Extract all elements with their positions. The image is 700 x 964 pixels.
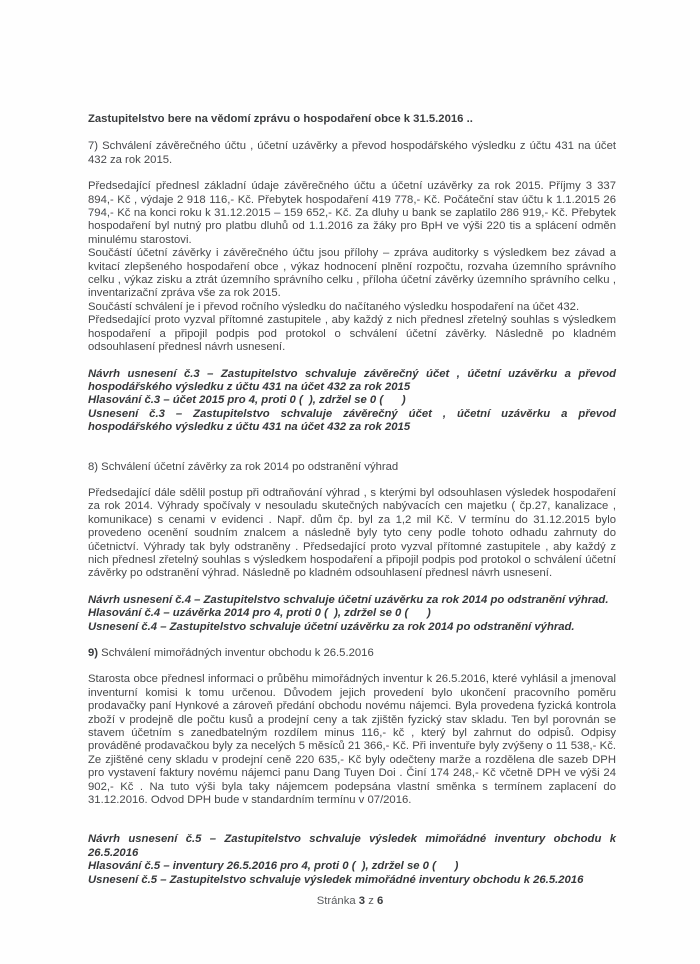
section-7-heading: 7) Schválení závěrečného účtu , účetní uzávěrky a převod hospodářského výsledku z účtu 431 na účet 432 za rok 2015. bbox=[88, 140, 616, 166]
section-9-heading-text: Schválení mimořádných inventur obchodu k 26.5.2016 bbox=[98, 647, 374, 659]
resolution-block-5 bbox=[88, 833, 616, 887]
resolution-vote: Hlasování č.5 – inventury 26.5.2016 pro 4, proti 0 ( ), zdržel se 0 ( ) bbox=[88, 860, 459, 873]
resolution-block-3 bbox=[88, 368, 616, 435]
section-8-heading: 8) Schválení účetní závěrky za rok 2014 po odstranění výhrad bbox=[88, 460, 399, 473]
spacer bbox=[88, 807, 616, 833]
section-8-paragraph: Předsedající dále sdělil postup při odtraňování výhrad , s kterými byl odsouhlasen výsledek hospodaření za rok 2014. Výhrady spočívaly v nesouladu skutečných nabývacích cen majetku ( čp.27, kanalizace , komunikace) s cenami v evidenci . Např. dům čp. byl za 1,2 mil Kč. V termínu do 31.12.2015 bylo provedeno ocenění soudním znalcem a následně byly tyto ceny podle tohoto odhadu zahrnuty do účetnictví. Výhrady tak byly odstraněny . Předsedající proto vyzval přítomné zastupitele , aby každý z nich přednesl zřetelný souhlas s výsledkem hospodaření a připojil podpis pod protokol o schválení účetní závěrky po odstranění výhrad. Následně po kladném odsouhlasení přednesl návrh usnesení. bbox=[88, 486, 616, 580]
section-9-heading bbox=[88, 647, 616, 660]
section-7-paragraph: Předsedající proto vyzval přítomné zastupitele , aby každý z nich přednesl zřetelný souhlas s výsledkem hospodaření a připojil podpis pod protokol o schválení účetní závěrky. Následně po kladném odsouhlasení přednesl návrh usnesení. bbox=[88, 314, 616, 354]
spacer bbox=[88, 435, 616, 461]
resolution-proposal: Návrh usnesení č.4 – Zastupitelstvo schvaluje účetní uzávěrku za rok 2014 po odstranění výhrad. bbox=[88, 593, 609, 606]
section-7-paragraph: Součástí účetní závěrky i závěrečného účtu jsou přílohy – zpráva auditorky s výsledkem bez závad a kvitací zlepšeného hospodaření obce , výkaz hodnocení plnění rozpočtu, rozvaha územního správního celku , výkaz zisku a ztrát územního správního celku , příloha účetní závěrky územního správního celku , inventarizační zpráva vše za rok 2015. bbox=[88, 247, 616, 300]
resolution-vote: Hlasování č.4 – uzávěrka 2014 pro 4, proti 0 ( ), zdržel se 0 ( ) bbox=[88, 607, 431, 620]
footer-label: Stránka bbox=[316, 895, 356, 907]
page-title: Zastupitelstvo bere na vědomí zprávu o hospodaření obce k 31.5.2016 .. bbox=[88, 113, 473, 125]
footer-separator: z bbox=[368, 895, 374, 907]
section-7-paragraph: Předsedající přednesl základní údaje závěrečného účtu a účetní uzávěrky za rok 2015. Příjmy 3 337 894,- Kč , výdaje 2 918 116,- Kč. Přebytek hospodaření 419 778,- Kč. Počáteční stav účtu k 1.1.2015 26 794,- Kč na konci roku k 31.12.2015 – 159 652,- Kč. Za dluhy u bank se zaplatilo 286 919,- Kč. Přebytek hospodaření byl nutný pro platbu dluhů od 1.1.2016 za žáky pro BpH ve výši 220 tis a splácení odměn minulému starostovi. bbox=[88, 180, 616, 246]
section-7-paragraph: Součástí schválení je i převod ročního výsledku do načítaného výsledku hospodaření na účet 432. bbox=[88, 300, 580, 313]
resolution-proposal: Návrh usnesení č.3 – Zastupitelstvo schvaluje závěrečný účet , účetní uzávěrku a převod hospodářského výsledku z účtu 431 na účet 432 za rok 2015 bbox=[88, 367, 616, 393]
resolution-block-4 bbox=[88, 594, 616, 634]
resolution-proposal: Návrh usnesení č.5 – Zastupitelstvo schvaluje výsledek mimořádné inventury obchodu k 26.5.2016 bbox=[88, 833, 616, 859]
footer-page-number: 3 bbox=[358, 895, 366, 907]
section-9-number: 9) bbox=[88, 647, 99, 659]
page-footer bbox=[0, 895, 700, 907]
footer-total-pages: 6 bbox=[377, 895, 384, 907]
resolution-decision: Usnesení č.4 – Zastupitelstvo schvaluje účetní uzávěrku za rok 2014 po odstranění výhrad. bbox=[88, 620, 575, 633]
resolution-decision: Usnesení č.3 – Zastupitelstvo schvaluje závěrečný účet , účetní uzávěrku a převod hospodářského výsledku z účtu 431 na účet 432 za rok 2015 bbox=[88, 407, 616, 434]
spacer bbox=[88, 634, 616, 647]
spacer bbox=[88, 355, 616, 368]
resolution-vote: Hlasování č.3 – účet 2015 pro 4, proti 0 ( ), zdržel se 0 ( ) bbox=[88, 394, 406, 407]
spacer bbox=[88, 581, 616, 594]
document-content bbox=[88, 113, 616, 887]
section-9-paragraph: Starosta obce přednesl informaci o průběhu mimořádných inventur k 26.5.2016, které vyhlásil a jmenoval inventurní komisi k tomu určenou. Důvodem jejich provedení bylo ukončení pracovního poměru prodavačky paní Hynkové a zároveň předání obchodu novému nájemci. Byla provedena fyzická kontrola zboží v prodejně dle počtu kusů a prodejní ceny a tak zjištěn fyzický stav skladu. Ten byl porovnán se stavem účetním s zanedbatelným rozdílem minus 116,- kč , který byl zahrnut do odpisů. Odpisy prováděné prodavačkou byly za necelých 5 měsíců 21 366,- Kč. Při inventuře byly zvýšeny o 11 538,- Kč. Ze zjištěné ceny skladu v prodejní ceně 220 635,- Kč byly odečteny marže a rozdělena dle sazeb DPH pro vystavení faktury novému nájemci panu Dang Tuyen Doi . Činí 174 248,- Kč včetně DPH ve výši 24 902,- Kč . Na tuto výši byla taky nájemcem podepsána vlastní směnka s termínem zaplacení do 31.12.2016. Odvod DPH bude v standardním termínu v 07/2016. bbox=[88, 673, 616, 807]
resolution-decision: Usnesení č.5 – Zastupitelstvo schvaluje výsledek mimořádné inventury obchodu k 26.5.2016 bbox=[88, 873, 584, 886]
